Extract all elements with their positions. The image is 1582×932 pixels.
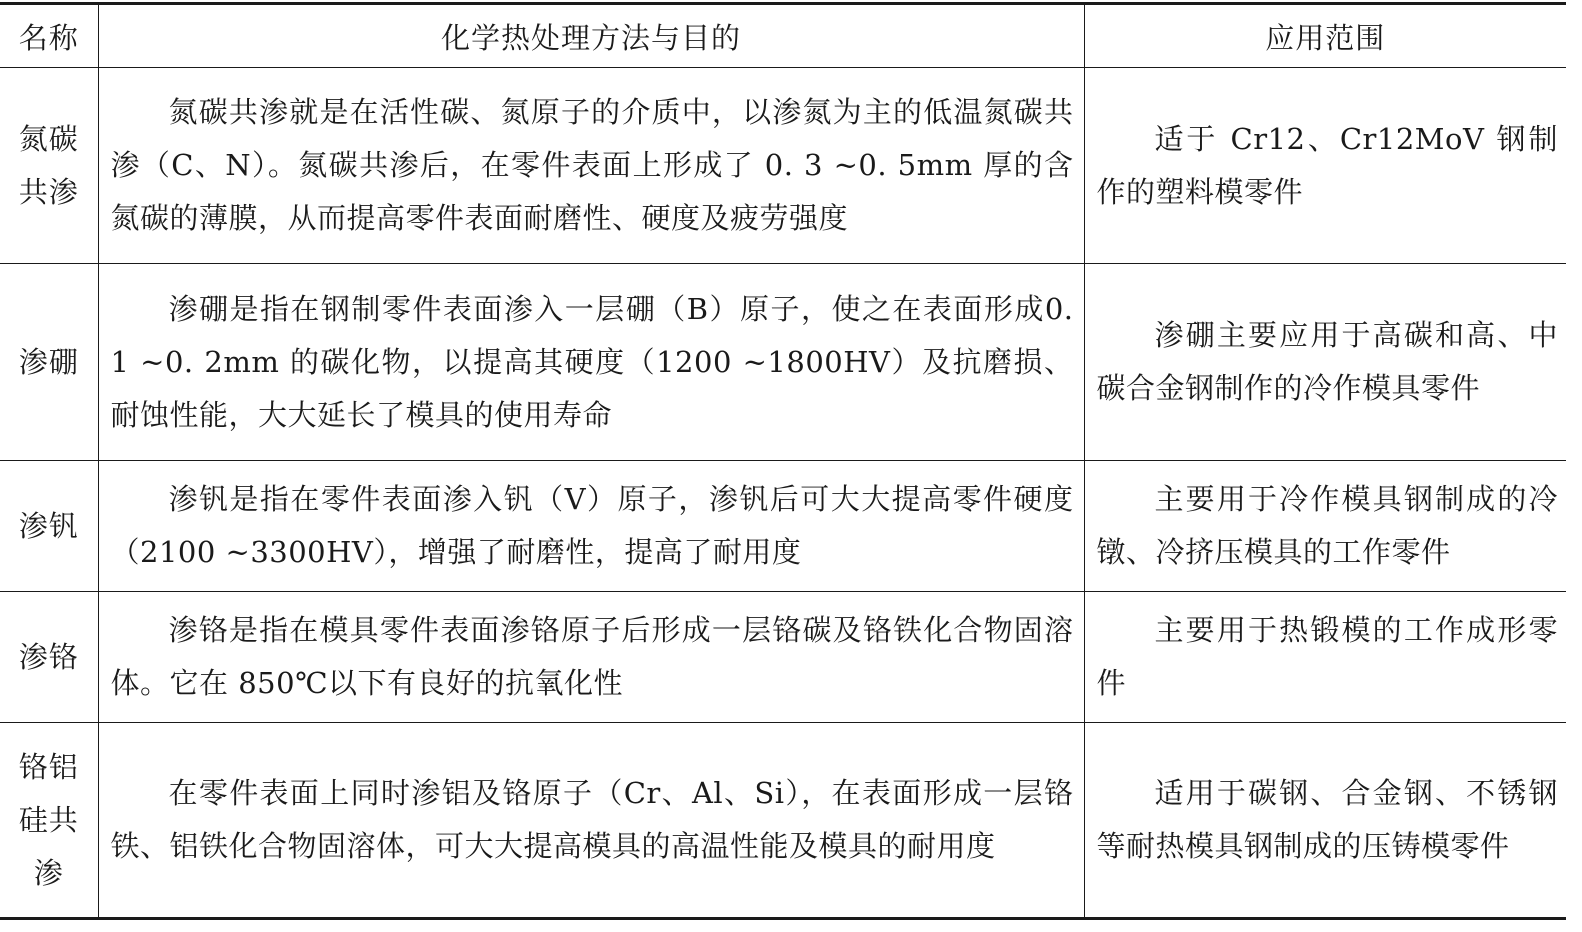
row-method: 在零件表面上同时渗铝及铬原子（Cr、Al、Si），在表面形成一层铬铁、铝铁化合物固溶体，可大大提高模具的高温性能及模具的耐用度 [98, 723, 1084, 919]
table-row [0, 723, 1566, 919]
row-name: 氮碳共渗 [0, 68, 98, 264]
header-application: 应用范围 [1084, 4, 1566, 68]
table-row [0, 264, 1566, 461]
header-method: 化学热处理方法与目的 [98, 4, 1084, 68]
row-name: 渗硼 [0, 264, 98, 461]
header-row [0, 4, 1566, 68]
row-application: 主要用于热锻模的工作成形零件 [1084, 592, 1566, 723]
chemical-heat-treatment-table-container [0, 2, 1566, 920]
row-method: 渗钒是指在零件表面渗入钒（V）原子，渗钒后可大大提高零件硬度（2100 ~3300HV），增强了耐磨性，提高了耐用度 [98, 461, 1084, 592]
table-row [0, 461, 1566, 592]
table-row [0, 592, 1566, 723]
row-name: 渗钒 [0, 461, 98, 592]
table-row [0, 68, 1566, 264]
row-application: 渗硼主要应用于高碳和高、中碳合金钢制作的冷作模具零件 [1084, 264, 1566, 461]
table-header [0, 4, 1566, 68]
chemical-heat-treatment-table [0, 2, 1566, 920]
row-method: 渗硼是指在钢制零件表面渗入一层硼（B）原子，使之在表面形成0. 1 ~0. 2mm 的碳化物，以提高其硬度（1200 ~1800HV）及抗磨损、耐蚀性能，大大延长了模具的使用寿命 [98, 264, 1084, 461]
header-name: 名称 [0, 4, 98, 68]
table-body [0, 68, 1566, 919]
row-method: 氮碳共渗就是在活性碳、氮原子的介质中，以渗氮为主的低温氮碳共渗（C、N）。氮碳共渗后，在零件表面上形成了 0. 3 ~0. 5mm 厚的含氮碳的薄膜，从而提高零件表面耐磨性、硬度及疲劳强度 [98, 68, 1084, 264]
row-application: 适用于碳钢、合金钢、不锈钢等耐热模具钢制成的压铸模零件 [1084, 723, 1566, 919]
row-method: 渗铬是指在模具零件表面渗铬原子后形成一层铬碳及铬铁化合物固溶体。它在 850℃以下有良好的抗氧化性 [98, 592, 1084, 723]
row-application: 主要用于冷作模具钢制成的冷镦、冷挤压模具的工作零件 [1084, 461, 1566, 592]
row-name: 渗铬 [0, 592, 98, 723]
row-application: 适于 Cr12、Cr12MoV 钢制作的塑料模零件 [1084, 68, 1566, 264]
row-name: 铬铝硅共渗 [0, 723, 98, 919]
